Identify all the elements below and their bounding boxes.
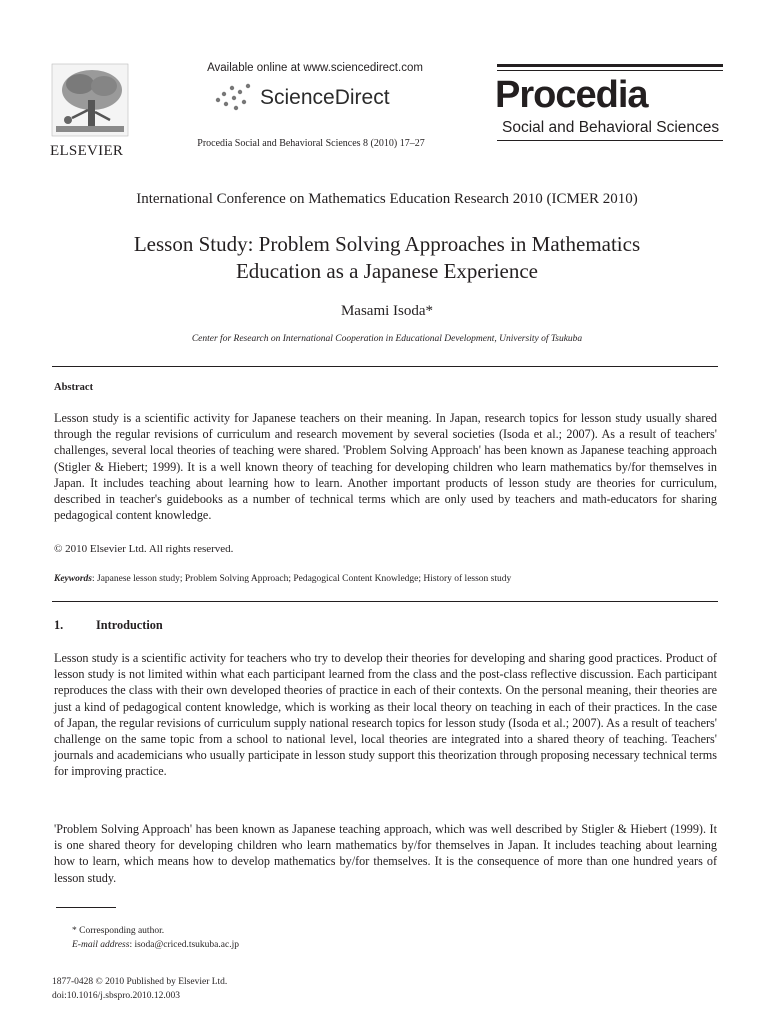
footnote-email: : isoda@criced.tsukuba.ac.jp: [129, 940, 239, 950]
abstract-copyright: © 2010 Elsevier Ltd. All rights reserved.: [54, 543, 234, 555]
issn-line: 1877-0428 © 2010 Published by Elsevier Ltd.: [52, 977, 228, 987]
elsevier-logo: [50, 62, 130, 159]
procedia-top-rule: [497, 64, 723, 67]
footnote-email-line: [72, 940, 239, 950]
publisher-name: ELSEVIER: [50, 143, 124, 159]
footnote-corresponding: * Corresponding author.: [72, 926, 165, 936]
keywords-label: Keywords: [54, 574, 92, 584]
footnote-email-label: E-mail address: [72, 940, 130, 950]
section-heading: [54, 618, 163, 633]
available-online-text: Available online at www.sciencedirect.com: [207, 62, 423, 74]
procedia-top-rule-thin: [497, 70, 723, 71]
paper-title-line-1: Lesson Study: Problem Solving Approaches in Mathematics: [133, 232, 641, 256]
sciencedirect-wordmark: ScienceDirect: [260, 86, 390, 109]
journal-reference: Procedia Social and Behavioral Sciences 8 (2010) 17–27: [197, 138, 425, 149]
keywords-line: [54, 574, 717, 584]
sciencedirect-dots-icon: [212, 82, 256, 112]
keywords-text: : Japanese lesson study; Problem Solving Approach; Pedagogical Content Knowledge; History of lesson study: [92, 574, 512, 584]
intro-paragraph-1: Lesson study is a scientific activity for teachers who try to develop their theories for developing and sharing good practices. Product of lesson study is not limited within what each participant learned from the class and the post-class reflective discussion. Each participant reproduces the class with their own developed theories of practice in each of their contexts. On the personal meaning, their theories are just a kind of pedagogical content knowledge, which is working as their local theory on teaching in each of their practices. In the case of Japan, the regular revisions of curriculum supply national research topics for lesson study (Isoda et al.; 2007). As a result of teachers' challenge on the same topic from a school to national level, local theories are integrated into a shared theory of teaching. Teachers' journals and academicians who usually participate in lesson study support this theorization through proposing necessary technical terms for improving practice.: [54, 651, 717, 779]
conference-name: International Conference on Mathematics Education Research 2010 (ICMER 2010): [136, 191, 638, 207]
section-number: 1.: [54, 618, 64, 632]
intro-paragraph-2: 'Problem Solving Approach' has been known as Japanese teaching approach, which was well described by Stigler & Hiebert (1999). It is one shared theory for developing children who learn mathematics by/for themselves in Japan. It includes teaching about learning how to learn, which means how to develop mathematics by/for themselves. It is the consequence of more than one hundred years of lesson study.: [54, 822, 717, 885]
procedia-subtitle: Social and Behavioral Sciences: [502, 119, 720, 136]
footnote-rule: [56, 907, 116, 908]
paper-title-line-2: Education as a Japanese Experience: [235, 259, 539, 283]
author-name: Masami Isoda*: [340, 303, 434, 319]
doi-line: doi:10.1016/j.sbspro.2010.12.003: [52, 991, 180, 1001]
abstract-body: Lesson study is a scientific activity for Japanese teachers on their meaning. In Japan, research topics for lesson study usually shared through the regular revisions of curriculum and research movement by several societies (Isoda et al.; 2007). As a result of teachers' challenges, several local theories of teaching were shared. 'Problem Solving Approach' has been known as Japanese teaching approach (Stigler & Hiebert; 1999). It is a well known theory of teaching for developing children who learn mathematics by/for themselves in Japan. It includes teaching about learning how to learn. Another important products of lesson study are theories for curriculum, described in teacher's guidebooks as a number of technical terms which are only used by teachers and math-educators for sharing pedagogical content knowledge.: [54, 411, 717, 523]
abstract-heading: Abstract: [54, 382, 94, 393]
procedia-title: Procedia: [495, 74, 648, 116]
author-affiliation: Center for Research on International Cooperation in Educational Development, University of Tsukuba: [191, 334, 583, 344]
sciencedirect-logo: [212, 80, 432, 114]
procedia-bottom-rule: [497, 140, 723, 141]
elsevier-tree-icon: [50, 62, 130, 138]
rule-top: [52, 366, 718, 367]
section-title: Introduction: [96, 618, 163, 632]
paper-title: [40, 231, 734, 285]
rule-bottom: [52, 601, 718, 602]
